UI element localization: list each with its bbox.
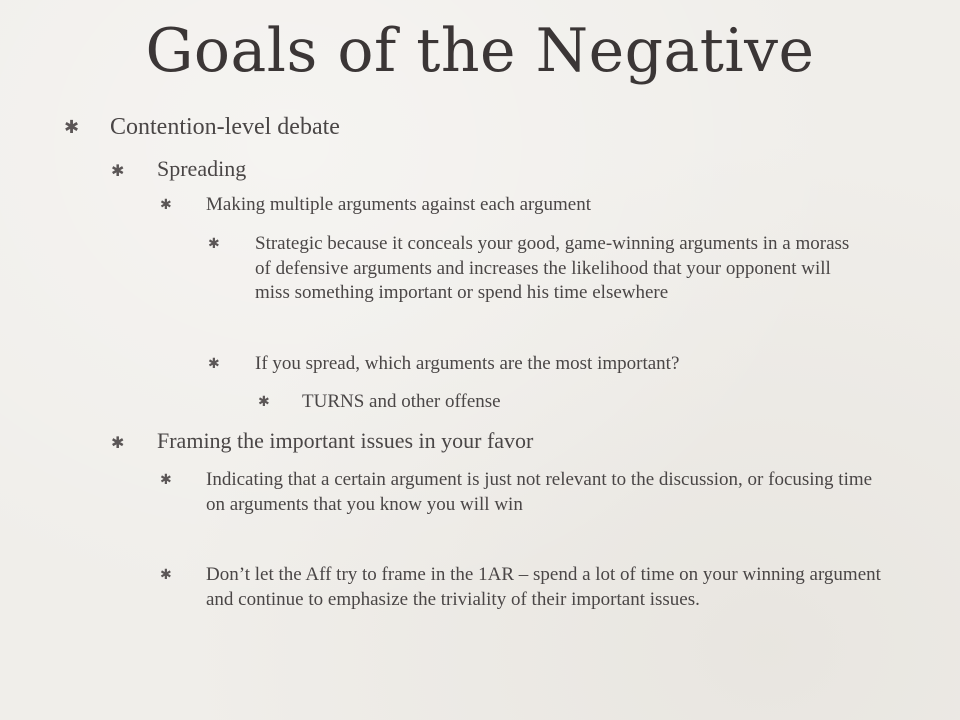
star-bullet-icon: ✱ bbox=[160, 197, 172, 213]
bullet-item-level-1 bbox=[110, 112, 910, 142]
bullet-item-level-3 bbox=[206, 468, 886, 517]
bullet-item-level-5 bbox=[302, 390, 862, 414]
star-bullet-icon: ✱ bbox=[258, 394, 270, 410]
bullet-text: Contention-level debate bbox=[110, 114, 340, 140]
star-bullet-icon: ✱ bbox=[208, 236, 220, 252]
star-bullet-icon: ✱ bbox=[64, 117, 80, 138]
bullet-item-level-3 bbox=[206, 563, 906, 612]
bullet-item-level-2 bbox=[157, 155, 917, 183]
bullet-text: Indicating that a certain argument is just not relevant to the discussion, or focusing time on arguments that you know you will win bbox=[206, 469, 873, 515]
bullet-text: Spreading bbox=[157, 156, 247, 181]
bullet-text: Strategic because it conceals your good, game-winning arguments in a morass of defensive arguments and increases the likelihood that your opponent will miss something important or spend his time elsewhere bbox=[255, 233, 850, 304]
bullet-text: If you spread, which arguments are the most important? bbox=[255, 353, 680, 374]
slide-title: Goals of the Negative bbox=[145, 16, 815, 86]
star-bullet-icon: ✱ bbox=[208, 356, 220, 372]
bullet-item-level-2 bbox=[157, 427, 917, 455]
star-bullet-icon: ✱ bbox=[160, 567, 172, 583]
star-bullet-icon: ✱ bbox=[160, 472, 172, 488]
bullet-text: Making multiple arguments against each argument bbox=[206, 194, 592, 215]
bullet-text: TURNS and other offense bbox=[302, 391, 501, 412]
bullet-item-level-4 bbox=[255, 232, 865, 306]
bullet-item-level-4 bbox=[255, 352, 895, 376]
star-bullet-icon: ✱ bbox=[111, 433, 125, 452]
bullet-text: Don’t let the Aff try to frame in the 1AR – spend a lot of time on your winning argument and continue to emphasize the triviality of their important issues. bbox=[206, 564, 881, 610]
star-bullet-icon: ✱ bbox=[111, 161, 125, 180]
bullet-item-level-3 bbox=[206, 193, 906, 217]
bullet-text: Framing the important issues in your favor bbox=[157, 428, 534, 453]
